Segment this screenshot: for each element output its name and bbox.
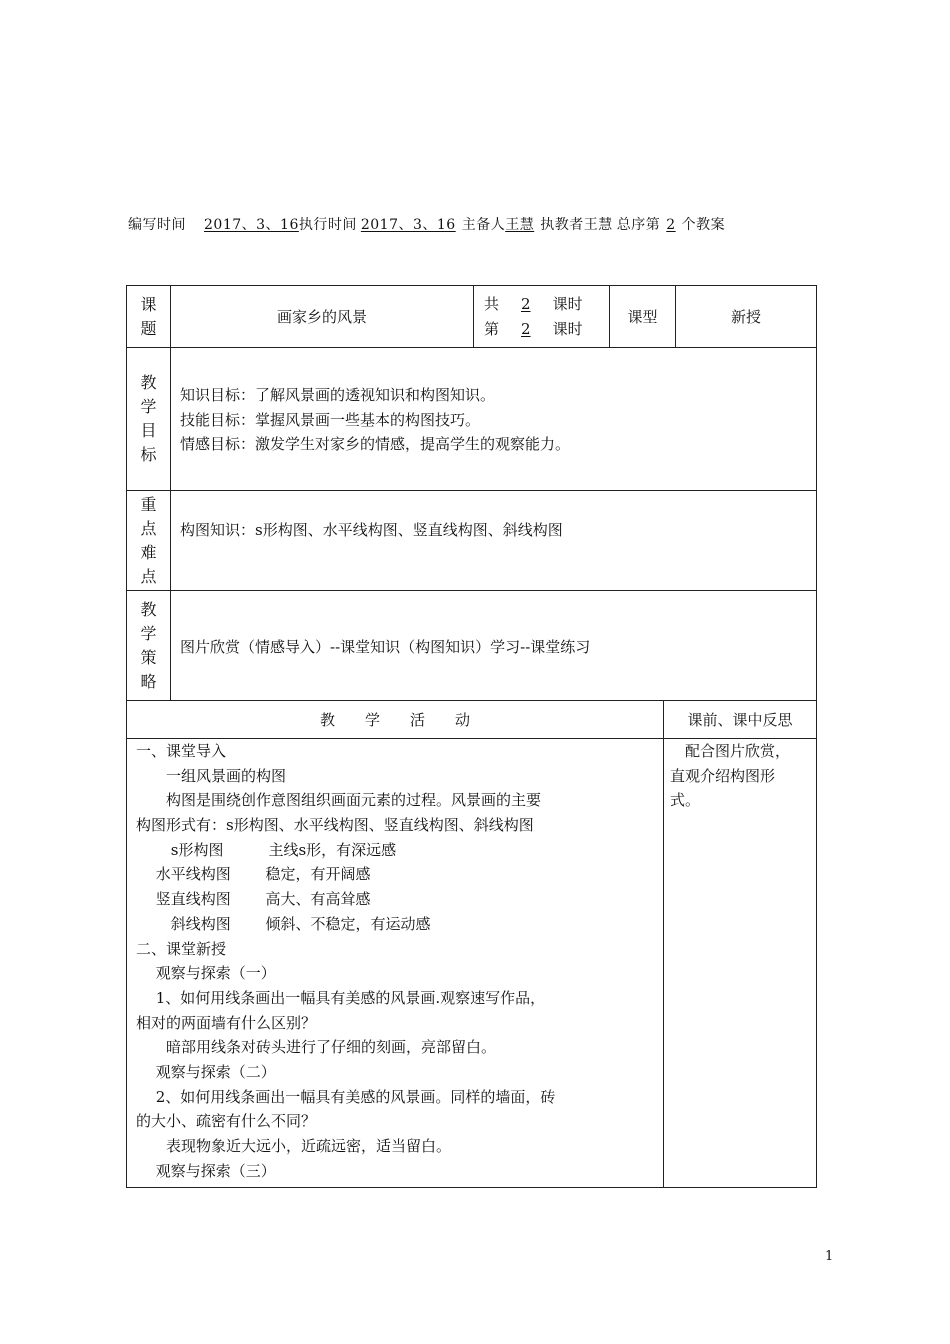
strategy-text: 图片欣赏（情感导入）--课堂知识（构图知识）学习--课堂练习 <box>180 638 591 656</box>
strategy-label: 教学策略 <box>140 599 157 691</box>
order-value: 2 <box>666 217 676 233</box>
exec-time-value: 2017、3、16 <box>360 217 456 233</box>
activity-line: 观察与探索（二） <box>136 1062 276 1081</box>
activity-line: 相对的两面墙有什么区别？ <box>136 1013 317 1032</box>
order-suffix: 个教案 <box>681 217 726 233</box>
type-label-cell <box>610 285 676 348</box>
activity-line: 的大小、疏密有什么不同？ <box>136 1112 317 1131</box>
topic-label: 课题 <box>140 294 157 338</box>
teacher-label: 执教者王慧 <box>540 217 613 233</box>
goal-knowledge: 知识目标：了解风景画的透视知识和构图知识。 <box>180 386 496 404</box>
goals-content-cell <box>171 348 817 491</box>
hours-cell <box>474 285 610 348</box>
order-label: 总序第 <box>616 217 661 233</box>
reflect-line: 直观介绍构图形 <box>670 766 776 785</box>
page-number: 1 <box>825 1249 834 1264</box>
activity-line: 暗部用线条对砖头进行了仔细的刻画，亮部留白。 <box>136 1038 497 1057</box>
topic-value: 画家乡的风景 <box>276 308 367 326</box>
activity-line: s形构图 主线s形，有深远感 <box>136 840 397 859</box>
activity-line: 观察与探索（一） <box>136 964 276 983</box>
strategy-label-cell <box>126 591 171 701</box>
lead-value: 王慧 <box>505 217 535 233</box>
reflect-line: 式。 <box>670 791 701 810</box>
activity-line: 表现物象近大远小，近疏远密，适当留白。 <box>136 1137 452 1155</box>
exec-time-label: 执行时间 <box>298 217 357 233</box>
activity-line: 构图是围绕创作意图组织画面元素的过程。风景画的主要 <box>136 791 542 810</box>
key-points-label: 重点难点 <box>140 494 157 586</box>
write-time-label: 编写时间 <box>128 217 186 233</box>
type-value: 新授 <box>730 308 761 326</box>
header-info <box>128 214 725 234</box>
goal-skill: 技能目标：掌握风景画一些基本的构图技巧。 <box>180 410 481 429</box>
activity-line: 一、课堂导入 <box>136 742 227 760</box>
lead-label: 主备人 <box>461 217 506 233</box>
total-hours: 共 2 课时 <box>484 295 583 313</box>
nth-hours: 第 2 课时 <box>484 320 583 338</box>
activity-line: 1、如何用线条画出一幅具有美感的风景画.观察速写作品， <box>136 988 546 1007</box>
goals-label: 教学目标 <box>140 373 157 464</box>
activity-line: 一组风景画的构图 <box>136 766 287 785</box>
key-points-text: 构图知识：s形构图、水平线构图、竖直线构图、斜线构图 <box>180 521 563 539</box>
reflect-header: 课前、课中反思 <box>687 711 793 729</box>
activity-line: 斜线构图 倾斜、不稳定，有运动感 <box>136 914 431 933</box>
strategy-content-cell <box>171 591 817 701</box>
reflect-header-cell <box>664 701 817 739</box>
activity-line: 水平线构图 稳定，有开阔感 <box>136 865 371 884</box>
activity-line: 二、课堂新授 <box>136 939 227 958</box>
reflect-line: 配合图片欣赏， <box>670 742 791 760</box>
activity-line: 观察与探索（三） <box>136 1161 276 1180</box>
goal-emotion: 情感目标：激发学生对家乡的情感，提高学生的观察能力。 <box>180 435 571 454</box>
reflect-content-cell <box>664 739 817 1188</box>
topic-label-cell <box>126 285 171 348</box>
reflect-lines <box>670 739 790 813</box>
key-points-content-cell <box>171 491 817 591</box>
activity-line: 构图形式有：s形构图、水平线构图、竖直线构图、斜线构图 <box>136 816 534 835</box>
type-value-cell <box>676 285 817 348</box>
activity-line: 竖直线构图 高大、有高耸感 <box>136 890 371 909</box>
activities-header-cell <box>126 701 664 739</box>
key-points-label-cell <box>126 491 171 591</box>
write-time-value: 2017、3、16 <box>204 217 299 233</box>
activities-header: 教 学 活 动 <box>319 711 470 729</box>
goals-label-cell <box>126 348 171 491</box>
activity-line: 2、如何用线条画出一幅具有美感的风景画。同样的墙面，砖 <box>136 1087 556 1106</box>
activities-content-cell <box>126 739 664 1188</box>
activities-lines <box>136 739 555 1183</box>
topic-value-cell <box>171 285 474 348</box>
type-label: 课型 <box>627 308 658 326</box>
goals-lines <box>180 383 570 457</box>
